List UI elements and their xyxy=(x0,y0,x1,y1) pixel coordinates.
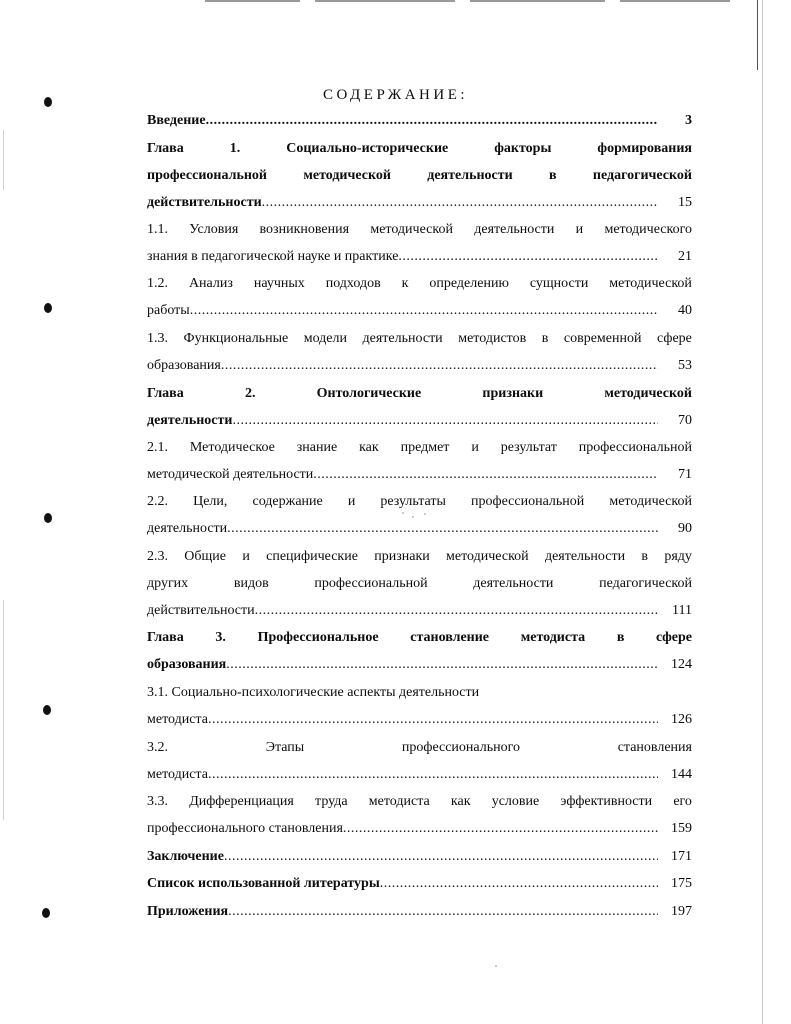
toc-page-number: 3 xyxy=(685,113,692,128)
toc-page-number: 126 xyxy=(671,712,692,727)
scan-edge-right xyxy=(762,0,763,1024)
toc-chapter-3-line-1 xyxy=(147,627,692,649)
toc-entry-label: знания в педагогической науке и практике xyxy=(147,249,399,264)
toc-word: профессионального xyxy=(401,740,521,755)
toc-leader-dots xyxy=(208,764,658,786)
toc-entry-label: Список использованной литературы xyxy=(147,876,380,891)
toc-word: методического xyxy=(604,222,692,237)
toc-page-number: 15 xyxy=(678,195,692,210)
toc-leader-dots xyxy=(313,464,658,486)
toc-section-1-1-line-2 xyxy=(147,246,692,268)
toc-section-1-2-line-2 xyxy=(147,300,692,322)
toc-leader-dots xyxy=(224,846,658,868)
toc-word: эффективности xyxy=(560,794,653,809)
toc-section-3-2-line-2 xyxy=(147,764,692,786)
toc-leader-dots xyxy=(221,355,658,377)
scan-edge-left xyxy=(3,130,4,190)
toc-page-number: 144 xyxy=(671,767,692,782)
toc-leader-dots xyxy=(227,518,658,540)
toc-word: факторы xyxy=(494,141,552,156)
toc-entry-label: работы xyxy=(147,303,190,318)
scan-edge-left xyxy=(3,600,4,820)
toc-leader-dots xyxy=(206,110,658,132)
toc-page-number: 90 xyxy=(678,521,692,536)
toc-word: результаты xyxy=(380,494,446,509)
toc-word: и xyxy=(575,222,584,237)
toc-word: Дифференциация xyxy=(189,794,294,809)
toc-section-2-1-line-2 xyxy=(147,464,692,486)
toc-word: знание xyxy=(296,440,338,455)
toc-word: педагогической xyxy=(599,576,692,591)
toc-word: и xyxy=(471,440,479,455)
toc-word: возникновения xyxy=(259,222,350,237)
toc-word: в xyxy=(641,549,649,564)
toc-leader-dots xyxy=(255,600,658,622)
toc-section-1-1-line-1 xyxy=(147,219,692,241)
toc-entry-label: деятельности xyxy=(147,413,233,428)
punch-hole-mark xyxy=(42,908,50,918)
toc-section-2-2-line-2 xyxy=(147,518,692,540)
punch-hole-mark xyxy=(44,513,52,523)
toc-section-3-3-line-2 xyxy=(147,818,692,840)
toc-word: становления xyxy=(617,740,692,755)
toc-word: 1. xyxy=(229,141,241,156)
toc-page-number: 53 xyxy=(678,358,692,373)
toc-entry-label: деятельности xyxy=(147,521,228,536)
toc-entry-references xyxy=(147,873,692,895)
toc-entry-label: методиста xyxy=(147,767,208,782)
scan-artifact-top xyxy=(315,0,455,2)
toc-word: в xyxy=(616,630,625,645)
toc-word: 2. xyxy=(244,386,256,401)
toc-word: 3. xyxy=(215,630,226,645)
toc-section-2-3-line-2 xyxy=(147,573,692,595)
toc-leader-dots xyxy=(232,410,658,432)
toc-entry-label: образования xyxy=(147,358,221,373)
toc-word: 2.3. xyxy=(147,549,168,564)
toc-word: сфере xyxy=(657,331,692,346)
toc-section-3-1-line-2 xyxy=(147,709,692,731)
toc-chapter-1-line-3 xyxy=(147,192,692,214)
toc-word: специфические xyxy=(266,549,358,564)
toc-entry-appendix xyxy=(147,901,692,923)
toc-word: профессиональной xyxy=(471,494,585,509)
toc-word: профессиональной xyxy=(314,576,428,591)
toc-word: к xyxy=(401,276,409,291)
scan-artifact-top xyxy=(620,0,730,2)
toc-section-1-2-line-1 xyxy=(147,273,692,295)
toc-chapter-2-line-1 xyxy=(147,383,692,405)
scan-speck xyxy=(424,513,426,515)
toc-word: методической xyxy=(609,276,692,291)
toc-leader-dots xyxy=(343,818,658,840)
toc-word: Цели, xyxy=(193,494,228,509)
toc-word: как xyxy=(450,794,471,809)
toc-word: методической xyxy=(604,386,692,401)
toc-word: Глава xyxy=(147,386,184,401)
toc-page-number: 197 xyxy=(671,904,692,919)
toc-page-number: 70 xyxy=(678,413,692,428)
toc-leader-dots xyxy=(380,873,658,895)
toc-section-3-3-line-1 xyxy=(147,791,692,813)
toc-entry-label: действительности xyxy=(147,195,262,210)
toc-section-2-2-line-1 xyxy=(147,491,692,513)
scan-artifact-top xyxy=(470,0,605,2)
toc-chapter-1-line-2 xyxy=(147,165,692,187)
toc-word: методиста xyxy=(520,630,586,645)
toc-word: условие xyxy=(491,794,540,809)
toc-word: подходов xyxy=(325,276,381,291)
punch-hole-mark xyxy=(44,303,52,313)
toc-word: Общие xyxy=(184,549,227,564)
toc-word: предмет xyxy=(400,440,450,455)
toc-section-1-3-line-2 xyxy=(147,355,692,377)
toc-word: в xyxy=(549,168,557,183)
toc-word: как xyxy=(359,440,379,455)
toc-leader-dots xyxy=(398,246,658,268)
toc-word: Глава xyxy=(147,141,184,156)
toc-leader-dots xyxy=(190,300,658,322)
toc-word: методистов xyxy=(458,331,527,346)
toc-word: сущности xyxy=(529,276,589,291)
toc-entry-label: образования xyxy=(147,657,227,672)
toc-word: Методическое xyxy=(189,440,275,455)
toc-word: 2.1. xyxy=(147,440,168,455)
toc-word: содержание xyxy=(252,494,323,509)
toc-word: и xyxy=(347,494,356,509)
toc-word: его xyxy=(673,794,692,809)
toc-word: 1.1. xyxy=(147,222,168,237)
toc-word: 1.3. xyxy=(147,331,168,346)
toc-entry-intro xyxy=(147,110,692,132)
toc-word: 3.2. xyxy=(147,740,168,755)
punch-hole-mark xyxy=(43,705,51,715)
toc-entry-label: профессионального становления xyxy=(147,821,343,836)
toc-word: Анализ xyxy=(188,276,233,291)
toc-entry-label: Введение xyxy=(147,113,206,128)
toc-word: ряду xyxy=(664,549,692,564)
toc-word: Профессиональное xyxy=(257,630,379,645)
toc-section-2-3-line-1 xyxy=(147,546,692,568)
toc-word: признаки xyxy=(482,386,544,401)
toc-word: деятельности xyxy=(474,222,555,237)
toc-word: деятельности xyxy=(427,168,513,183)
toc-word: 3.3. xyxy=(147,794,168,809)
toc-word: становление xyxy=(410,630,490,645)
toc-chapter-2-line-2 xyxy=(147,410,692,432)
toc-page-number: 159 xyxy=(671,821,692,836)
toc-chapter-1-line-1 xyxy=(147,138,692,160)
toc-word: 1.2. xyxy=(147,276,168,291)
toc-page-number: 111 xyxy=(672,603,692,618)
toc-word: методической xyxy=(446,549,529,564)
toc-word: деятельности xyxy=(544,549,626,564)
toc-section-3-1-line-1: 3.1. Социально-психологические аспекты деятельности xyxy=(147,685,480,700)
toc-word: методической xyxy=(609,494,692,509)
toc-word: методической xyxy=(370,222,453,237)
toc-word: 2.2. xyxy=(147,494,168,509)
toc-word: формирования xyxy=(597,141,692,156)
toc-page-number: 71 xyxy=(678,467,692,482)
toc-word: научных xyxy=(253,276,305,291)
toc-entry-label: методической деятельности xyxy=(147,467,314,482)
toc-section-2-1-line-1 xyxy=(147,437,692,459)
toc-page-number: 171 xyxy=(671,849,692,864)
scan-speck xyxy=(495,965,497,967)
toc-word: других xyxy=(147,576,189,591)
toc-leader-dots xyxy=(226,654,658,676)
toc-word: сфере xyxy=(656,630,692,645)
toc-entry-label: Заключение xyxy=(147,849,224,864)
toc-entry-label: Приложения xyxy=(147,904,229,919)
toc-section-2-3-line-3 xyxy=(147,600,692,622)
toc-word: и xyxy=(242,549,250,564)
toc-word: методической xyxy=(303,168,391,183)
toc-leader-dots xyxy=(228,901,658,923)
page-title: СОДЕРЖАНИЕ: xyxy=(322,87,469,103)
toc-word: деятельности xyxy=(473,576,554,591)
toc-page-number: 175 xyxy=(671,876,692,891)
toc-word: модели xyxy=(303,331,347,346)
toc-word: Социально-исторические xyxy=(286,141,449,156)
toc-word: деятельности xyxy=(362,331,443,346)
toc-word: Глава xyxy=(147,630,184,645)
scan-artifact-top xyxy=(205,0,300,2)
toc-page-number: 124 xyxy=(671,657,692,672)
toc-section-3-2-line-1 xyxy=(147,737,692,759)
toc-word: Функциональные xyxy=(183,331,289,346)
toc-word: Условия xyxy=(189,222,239,237)
toc-word: признаки xyxy=(374,549,430,564)
toc-word: Онтологические xyxy=(316,386,422,401)
toc-word: в xyxy=(541,331,549,346)
toc-word: результат xyxy=(500,440,557,455)
toc-word: профессиональной xyxy=(578,440,692,455)
toc-word: современной xyxy=(563,331,642,346)
toc-word: Этапы xyxy=(265,740,305,755)
toc-word: методиста xyxy=(368,794,430,809)
toc-leader-dots xyxy=(208,709,658,731)
toc-word: труда xyxy=(315,794,348,809)
toc-entry-label: методиста xyxy=(147,712,208,727)
toc-leader-dots xyxy=(262,192,658,214)
toc-word: педагогической xyxy=(592,168,692,183)
toc-entry-conclusion xyxy=(147,846,692,868)
toc-chapter-3-line-2 xyxy=(147,654,692,676)
toc-section-1-3-line-1 xyxy=(147,328,692,350)
toc-page-number: 21 xyxy=(678,249,692,264)
toc-word: определению xyxy=(429,276,509,291)
toc-page-number: 40 xyxy=(678,303,692,318)
scan-edge-right xyxy=(757,0,758,70)
toc-entry-label: действительности xyxy=(147,603,255,618)
toc-word: профессиональной xyxy=(147,168,267,183)
toc-word: видов xyxy=(233,576,269,591)
